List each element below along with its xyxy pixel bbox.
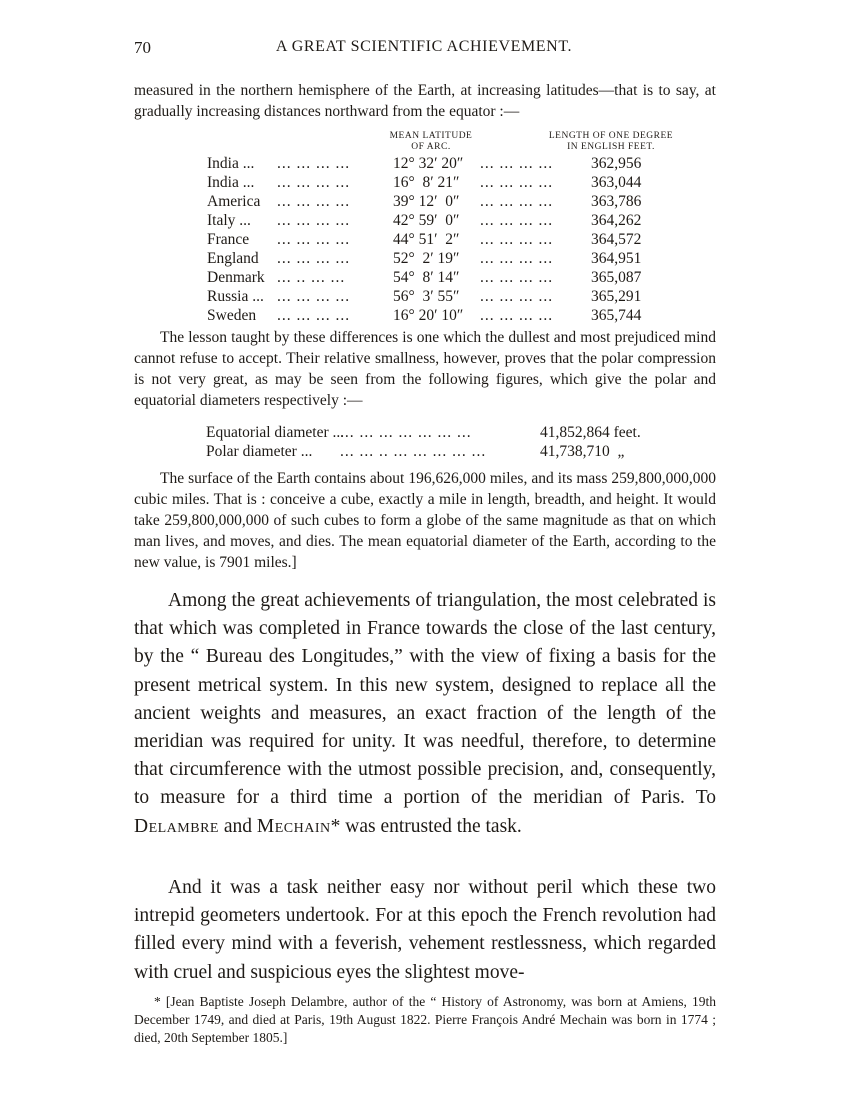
latitude-cell: 16° 20′ 10″ — [393, 307, 464, 324]
country-cell: America — [207, 193, 261, 210]
length-cell: 363,044 — [591, 174, 642, 191]
table-row — [207, 155, 647, 174]
country-cell: Denmark — [207, 269, 265, 286]
table-row — [207, 174, 647, 193]
leader-dots: ... ... ... ... — [480, 155, 554, 172]
diameter-row — [206, 424, 656, 443]
revolution-paragraph: And it was a task neither easy nor without peril which these two intrepid geometers undertook. For at this epoch the French revolution had filled every mind with a feverish, vehement restlessness, which regarded with cruel and suspicious eyes the slightest move- — [134, 877, 716, 983]
diameter-value: 41,738,710 „ — [540, 443, 625, 460]
latitude-cell: 39° 12′ 0″ — [393, 193, 460, 210]
paragraph-text: Among the great achievements of triangulation, the most celebrated is that which was completed in France towards the close of the last century, by the “ Bureau des Longitudes,” with the view of fixing a basis for the present metrical system. In this new system, designed to replace all the ancient weights and measures, an exact fraction of the length of the meridian was required for unity. It was needful, therefore, to determine that circumference with the utmost possible precision, and, consequently, to measure for a third time a portion of the meridian of Paris. To — [134, 590, 716, 809]
length-cell: 365,087 — [591, 269, 642, 286]
table-row — [207, 288, 647, 307]
paragraph-text-end: was entrusted the task. — [340, 815, 522, 837]
length-cell: 363,786 — [591, 193, 642, 210]
page-header — [134, 38, 714, 62]
latitude-header-line2: OF ARC. — [411, 142, 451, 152]
leader-dots: ... ... ... ... — [277, 288, 351, 305]
latitude-cell: 12° 32′ 20″ — [393, 155, 464, 172]
leader-dots: ... ... ... ... — [480, 231, 554, 248]
latitude-cell: 16° 8′ 21″ — [393, 174, 460, 191]
table-row — [207, 212, 647, 231]
length-header-line1: LENGTH OF ONE DEGREE — [548, 131, 674, 141]
length-cell: 362,956 — [591, 155, 642, 172]
length-cell: 365,291 — [591, 288, 642, 305]
name-mechain: Mechain — [256, 815, 331, 837]
latitude-cell: 52° 2′ 19″ — [393, 250, 460, 267]
latitude-cell: 56° 3′ 55″ — [393, 288, 460, 305]
page-number: 70 — [134, 38, 151, 57]
country-cell: England — [207, 250, 259, 267]
country-cell: Sweden — [207, 307, 257, 324]
latitude-cell: 42° 59′ 0″ — [393, 212, 460, 229]
footnote: * [Jean Baptiste Joseph Delambre, author of the “ History of Astronomy, was born at Amiens, 19th December 1749, and died at Paris, 19th August 1822. Pierre François André Mechain was born in 1774 ; died, 20th September 1805.] — [134, 994, 716, 1045]
country-cell: Russia ... — [207, 288, 264, 305]
table-row — [207, 307, 647, 326]
leader-dots: ... ... ... ... — [480, 174, 554, 191]
country-cell: France — [207, 231, 250, 248]
length-cell: 364,951 — [591, 250, 642, 267]
footnote-mark: * — [330, 815, 341, 837]
leader-dots: ... ... ... ... — [480, 307, 554, 324]
diameters-table — [206, 424, 656, 462]
triangulation-paragraph — [134, 587, 716, 841]
table-row — [207, 269, 647, 288]
table-row — [207, 231, 647, 250]
latitude-cell: 54° 8′ 14″ — [393, 269, 460, 286]
intro-text: measured in the northern hemisphere of the Earth, at increasing latitudes—that is to say, at gradually increasing distances northward from the equator :— — [134, 82, 716, 120]
latitude-header-line1: MEAN LATITUDE — [389, 131, 473, 141]
running-title: A GREAT SCIENTIFIC ACHIEVEMENT. — [275, 38, 573, 55]
conjunction: and — [218, 815, 257, 837]
leader-dots: ... ... .. ... ... ... ... ... — [340, 443, 487, 460]
leader-dots: ... ... ... ... — [277, 231, 351, 248]
leader-dots: ... ... ... ... — [277, 155, 351, 172]
country-cell: Italy ... — [207, 212, 251, 229]
leader-dots: ... .. ... ... — [277, 269, 346, 286]
leader-dots: ... ... ... ... — [277, 174, 351, 191]
leader-dots: ... ... ... ... — [277, 250, 351, 267]
leader-dots: ... ... ... ... — [480, 250, 554, 267]
diameter-label: Polar diameter ... — [206, 443, 313, 460]
latitude-cell: 44° 51′ 2″ — [393, 231, 460, 248]
leader-dots: ... ... ... ... — [480, 193, 554, 210]
diameter-label: Equatorial diameter ... — [206, 424, 345, 441]
country-cell: India ... — [207, 174, 255, 191]
latitude-table — [207, 155, 647, 326]
length-cell: 364,262 — [591, 212, 642, 229]
leader-dots: ... ... ... ... — [480, 212, 554, 229]
diameter-value: 41,852,864 feet. — [540, 424, 641, 441]
length-column-header — [546, 131, 676, 153]
table-row — [207, 193, 647, 212]
lesson-text: The lesson taught by these differences is one which the dullest and most prejudiced mind cannot refuse to accept. Their relative smallness, however, proves that the polar compression is not very great, as may be seen from the following figures, which give the polar and equatorial diameters respectively :— — [134, 329, 716, 409]
length-cell: 364,572 — [591, 231, 642, 248]
country-cell: India ... — [207, 155, 255, 172]
latitude-column-header — [372, 131, 490, 153]
leader-dots: ... ... ... ... — [277, 193, 351, 210]
name-delambre: Delambre — [134, 815, 219, 837]
leader-dots: ... ... ... ... — [480, 288, 554, 305]
diameter-row — [206, 443, 656, 462]
length-cell: 365,744 — [591, 307, 642, 324]
length-header-line2: IN ENGLISH FEET. — [567, 142, 655, 152]
table-row — [207, 250, 647, 269]
leader-dots: ... ... ... ... — [277, 212, 351, 229]
surface-text: The surface of the Earth contains about 196,626,000 miles, and its mass 259,800,000,000 cubic miles. That is : conceive a cube, exactly a mile in length, breadth, and height. It would take 259,800,000,000 of such cubes to form a globe of the same magnitude as that on which man lives, and moves, and dies. The mean equatorial diameter of the Earth, according to the new value, is 7901 miles.] — [134, 470, 716, 571]
leader-dots: ... ... ... ... ... ... ... — [340, 424, 472, 441]
leader-dots: ... ... ... ... — [480, 269, 554, 286]
leader-dots: ... ... ... ... — [277, 307, 351, 324]
